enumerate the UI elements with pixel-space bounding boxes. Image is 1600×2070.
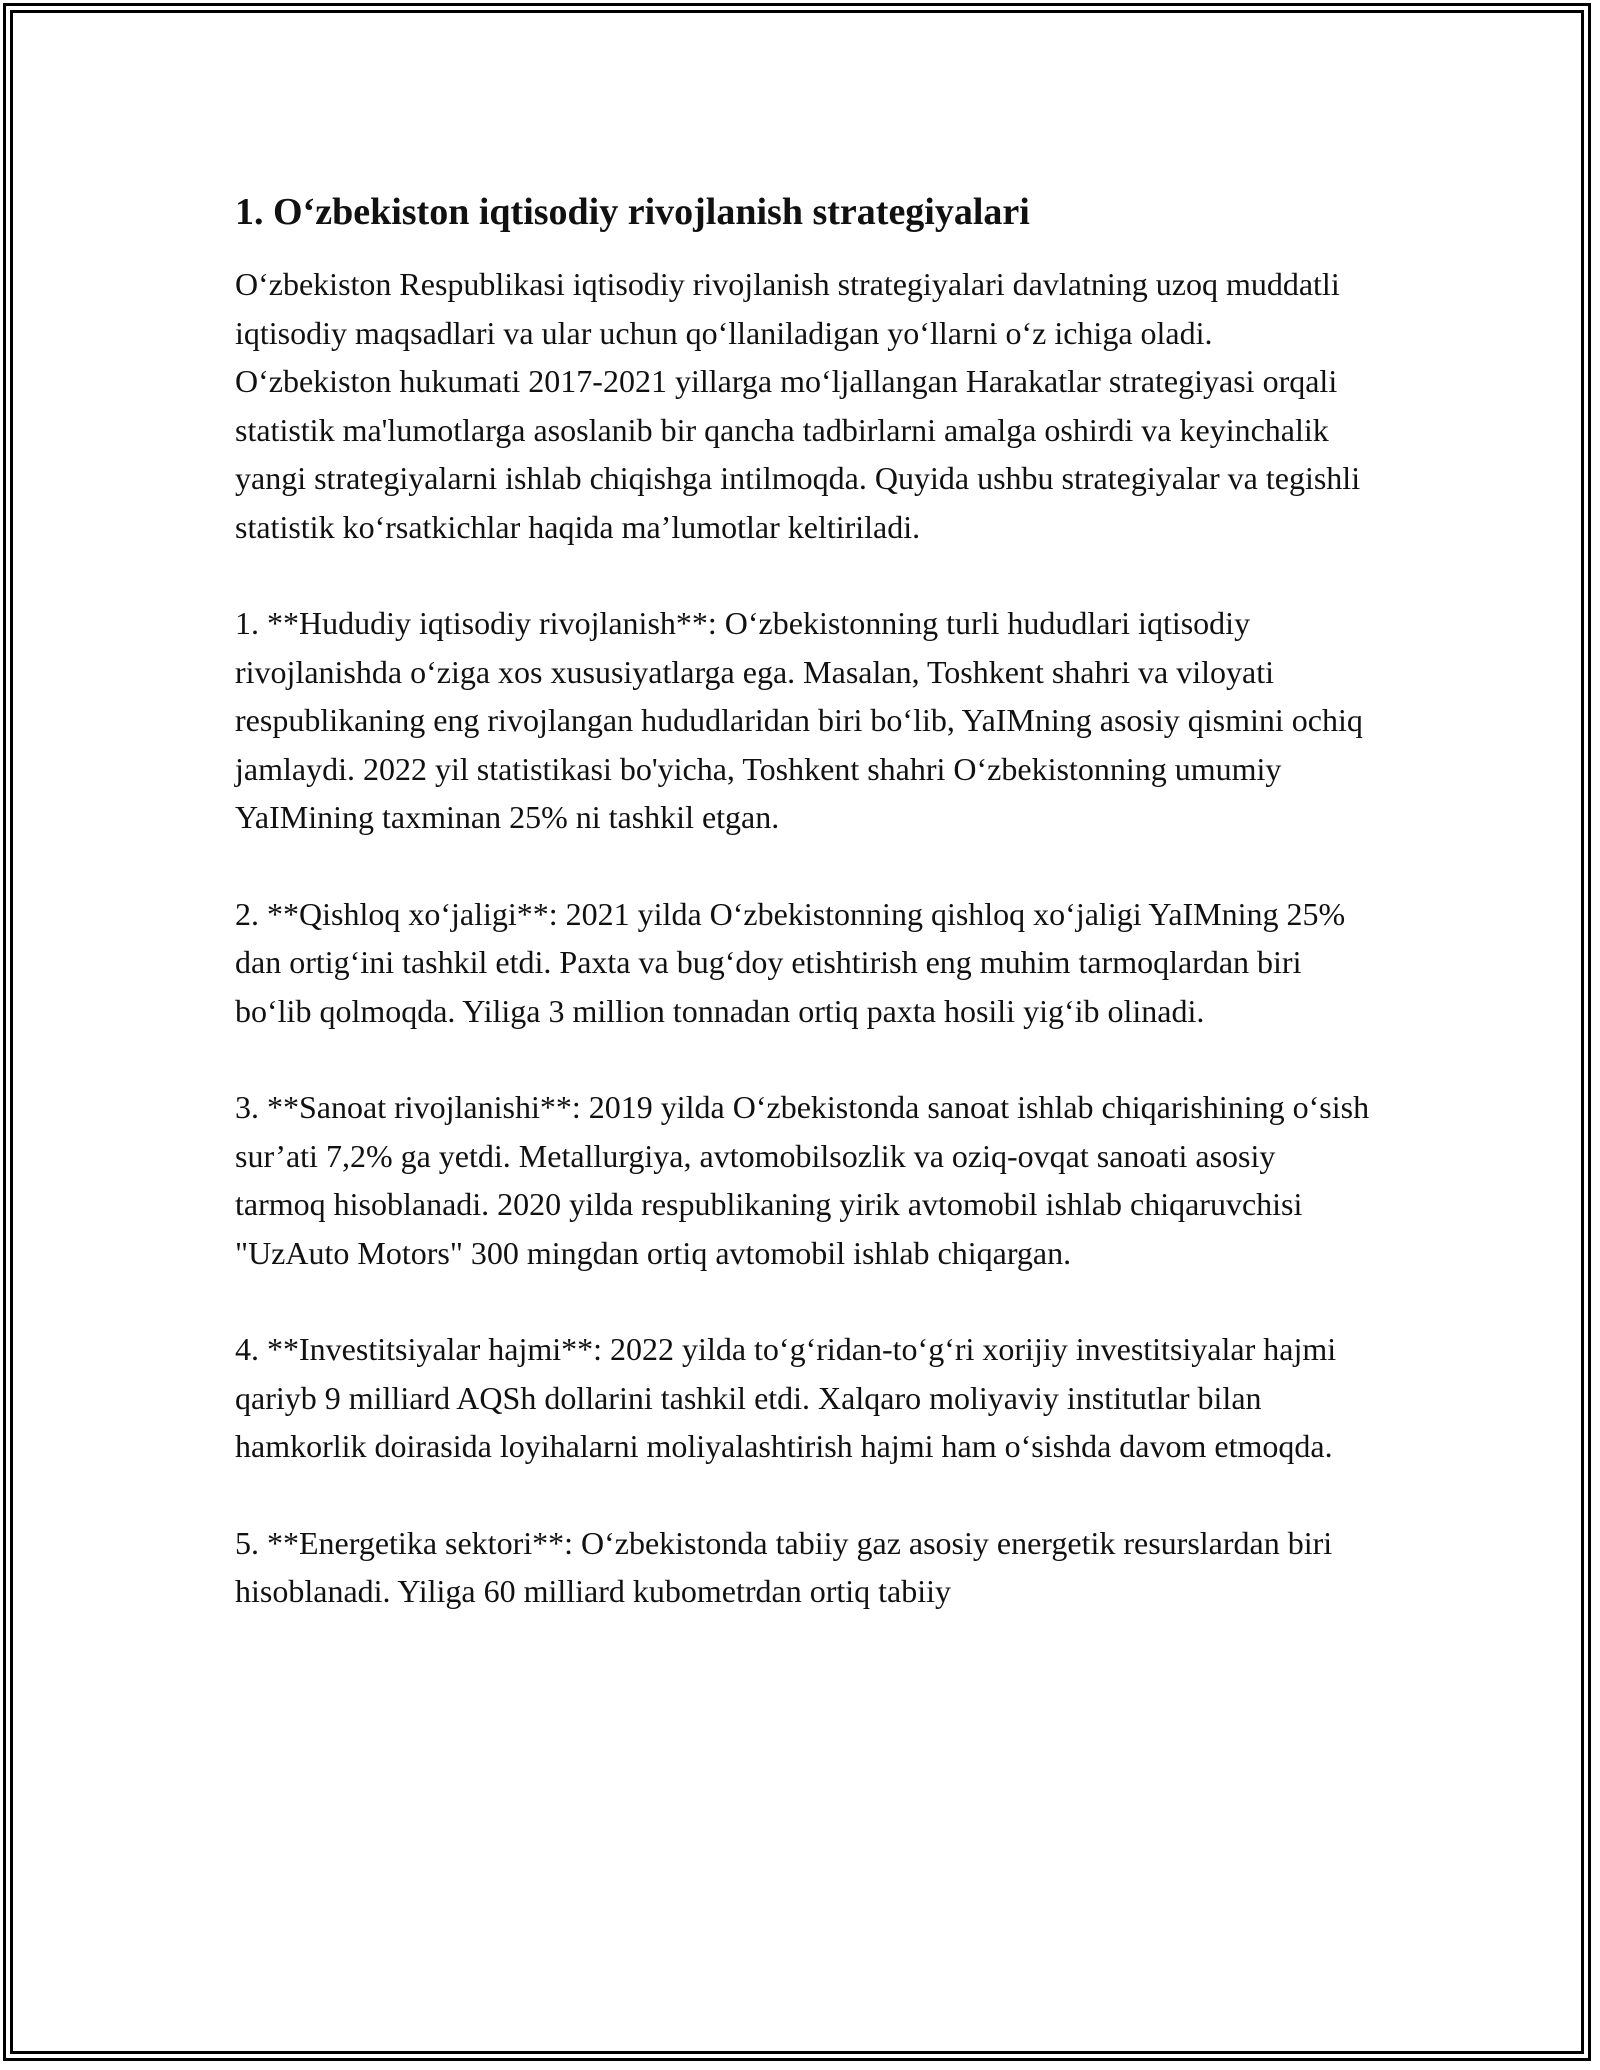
section-heading: 1. O‘zbekiston iqtisodiy rivojlanish strategiyalari: [235, 191, 1030, 233]
paragraph-regional-development: 1. **Hududiy iqtisodiy rivojlanish**: O‘zbekistonning turli hududlari iqtisodiy rivojlanishda o‘ziga xos xususiyatlarga ega. Masalan, Toshkent shahri va viloyati respublikaning eng rivojlangan hududlaridan biri bo‘lib, YaIMning asosiy qismini ochiq jamlaydi. 2022 yil statistikasi bo'yicha, Toshkent shahri O‘zbekistonning umumiy YaIMining taxminan 25% ni tashkil etgan.: [235, 605, 1363, 835]
paragraph-agriculture: 2. **Qishloq xo‘jaligi**: 2021 yilda O‘zbekistonning qishloq xo‘jaligi YaIMning 25% dan ortig‘ini tashkil etdi. Paxta va bug‘doy etishtirish eng muhim tarmoqlardan biri bo‘lib qolmoqda. Yiliga 3 million tonnadan ortiq paxta hosili yig‘ib olinadi.: [235, 895, 1346, 1029]
intro-paragraph: O‘zbekiston Respublikasi iqtisodiy rivojlanish strategiyalari davlatning uzoq muddatli iqtisodiy maqsadlari va ular uchun qo‘llaniladigan yo‘llarni o‘z ichiga oladi. O‘zbekiston hukumati 2017-2021 yillarga mo‘ljallangan Harakatlar strategiyasi orqali statistik ma'lumotlarga asoslanib bir qancha tadbirlarni amalga oshirdi va keyinchalik yangi strategiyalarni ishlab chiqishga intilmoqda. Quyida ushbu strategiyalar va tegishli statistik ko‘rsatkichlar haqida ma’lumotlar keltiriladi.: [235, 266, 1361, 545]
paragraph-industry: 3. **Sanoat rivojlanishi**: 2019 yilda O‘zbekistonda sanoat ishlab chiqarishining o‘sish sur’ati 7,2% ga yetdi. Metallurgiya, avtomobilsozlik va oziq-ovqat sanoati asosiy tarmoq hisoblanadi. 2020 yilda respublikaning yirik avtomobil ishlab chiqaruvchisi "UzAuto Motors" 300 mingdan ortiq avtomobil ishlab chiqargan.: [235, 1089, 1370, 1271]
paragraph-investments: 4. **Investitsiyalar hajmi**: 2022 yilda to‘g‘ridan-to‘g‘ri xorijiy investitsiyalar hajmi qariyb 9 milliard AQSh dollarini tashkil etdi. Xalqaro moliyaviy institutlar bilan hamkorlik doirasida loyihalarni moliyalashtirish hajmi ham o‘sishda davom etmoqda.: [235, 1331, 1337, 1464]
paragraph-energy: 5. **Energetika sektori**: O‘zbekistonda tabiiy gaz asosiy energetik resurslardan biri hisoblanadi. Yiliga 60 milliard kubometrdan ortiq tabiiy: [235, 1524, 1333, 1609]
document-body: [235, 186, 1370, 1664]
